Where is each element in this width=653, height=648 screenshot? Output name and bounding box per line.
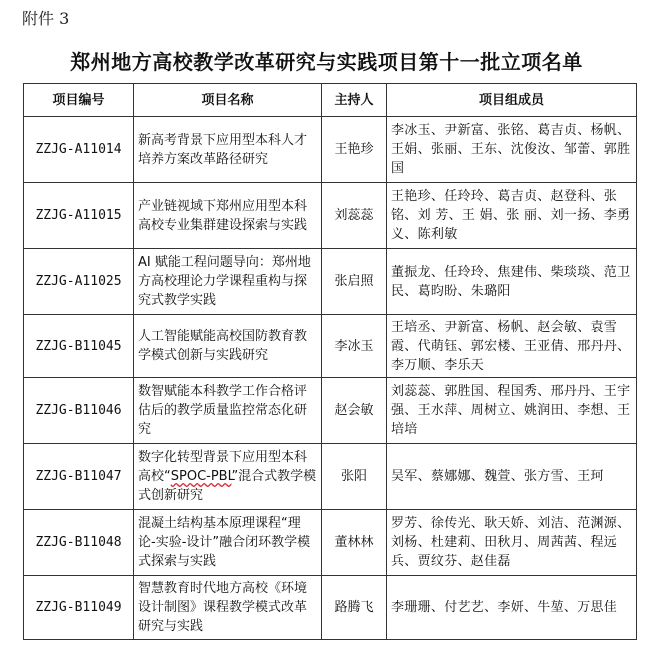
project-host: 路腾飞 bbox=[322, 576, 387, 640]
project-members: 李珊珊、付艺艺、李妍、牛堃、万思佳 bbox=[387, 576, 637, 640]
project-host: 刘蕊蕊 bbox=[322, 183, 387, 249]
table-row bbox=[24, 510, 637, 576]
project-members: 王艳珍、任玲玲、葛吉贞、赵登科、张铭、刘 芳、王 娟、张 丽、刘一扬、李勇义、陈利敏 bbox=[387, 183, 637, 249]
project-name-part: ”混合式教学模式创新研究 bbox=[138, 469, 317, 503]
project-name: 产业链视域下郑州应用型本科高校专业集群建设探索与实践 bbox=[134, 183, 322, 249]
project-name: AI 赋能工程问题导向：郑州地方高校理论力学课程重构与探究式教学实践 bbox=[134, 249, 322, 315]
table-header-row bbox=[24, 84, 637, 117]
project-code: ZZJG-B11048 bbox=[24, 510, 134, 576]
project-name: 混凝土结构基本原理课程“理论-实验-设计”融合闭环教学模式探索与实践 bbox=[134, 510, 322, 576]
project-code: ZZJG-B11047 bbox=[24, 444, 134, 510]
project-members: 刘蕊蕊、郭胜国、程国秀、邢丹丹、王宇强、王水萍、周树立、姚润田、李想、王培培 bbox=[387, 378, 637, 444]
header-name: 项目名称 bbox=[134, 84, 322, 117]
document-title: 郑州地方高校教学改革研究与实践项目第十一批立项名单 bbox=[70, 50, 583, 74]
project-code: ZZJG-B11046 bbox=[24, 378, 134, 444]
header-host: 主持人 bbox=[322, 84, 387, 117]
table-row bbox=[24, 378, 637, 444]
project-host: 李冰玉 bbox=[322, 315, 387, 378]
project-host: 赵会敏 bbox=[322, 378, 387, 444]
project-members: 吴军、蔡娜娜、魏萱、张方雪、王珂 bbox=[387, 444, 637, 510]
project-members: 王培丞、尹新富、杨帆、赵会敏、袁雪霞、代萌钰、郭宏楼、王亚倩、邢丹丹、李万顺、李乐天 bbox=[387, 315, 637, 378]
project-code: ZZJG-B11049 bbox=[24, 576, 134, 640]
project-code: ZZJG-A11014 bbox=[24, 117, 134, 183]
project-members: 罗芳、徐传光、耿天娇、刘洁、范渊源、刘杨、杜建莉、田秋月、周茜茜、程远兵、贾纹芬、赵佳磊 bbox=[387, 510, 637, 576]
header-code: 项目编号 bbox=[24, 84, 134, 117]
project-name: 数智赋能本科教学工作合格评估后的教学质量监控常态化研究 bbox=[134, 378, 322, 444]
project-code: ZZJG-A11025 bbox=[24, 249, 134, 315]
table-row bbox=[24, 444, 637, 510]
project-host: 张启照 bbox=[322, 249, 387, 315]
header-members: 项目组成员 bbox=[387, 84, 637, 117]
spellcheck-underlined-term: SPOC-PBL bbox=[170, 469, 232, 484]
project-name: 人工智能赋能高校国防教育教学模式创新与实践研究 bbox=[134, 315, 322, 378]
project-members: 董振龙、任玲玲、焦建伟、柴琰琰、范卫民、葛昀盼、朱璐阳 bbox=[387, 249, 637, 315]
project-members: 李冰玉、尹新富、张铭、葛吉贞、杨帆、王娟、张丽、王东、沈俊汝、邹蕾、郭胜国 bbox=[387, 117, 637, 183]
project-host: 王艳珍 bbox=[322, 117, 387, 183]
project-table bbox=[23, 83, 637, 640]
project-host: 张阳 bbox=[322, 444, 387, 510]
project-code: ZZJG-B11045 bbox=[24, 315, 134, 378]
project-host: 董林林 bbox=[322, 510, 387, 576]
project-name: 新高考背景下应用型本科人才培养方案改革路径研究 bbox=[134, 117, 322, 183]
table-row bbox=[24, 249, 637, 315]
project-name bbox=[134, 444, 322, 510]
project-code: ZZJG-A11015 bbox=[24, 183, 134, 249]
table-row bbox=[24, 315, 637, 378]
attachment-label: 附件 3 bbox=[22, 9, 70, 28]
table-row bbox=[24, 576, 637, 640]
project-name-part: 数字化转型背景下应用型本科高校“ bbox=[138, 450, 308, 484]
project-name: 智慧教育时代地方高校《环境设计制图》课程教学模式改革研究与实践 bbox=[134, 576, 322, 640]
table-row bbox=[24, 183, 637, 249]
table-row bbox=[24, 117, 637, 183]
